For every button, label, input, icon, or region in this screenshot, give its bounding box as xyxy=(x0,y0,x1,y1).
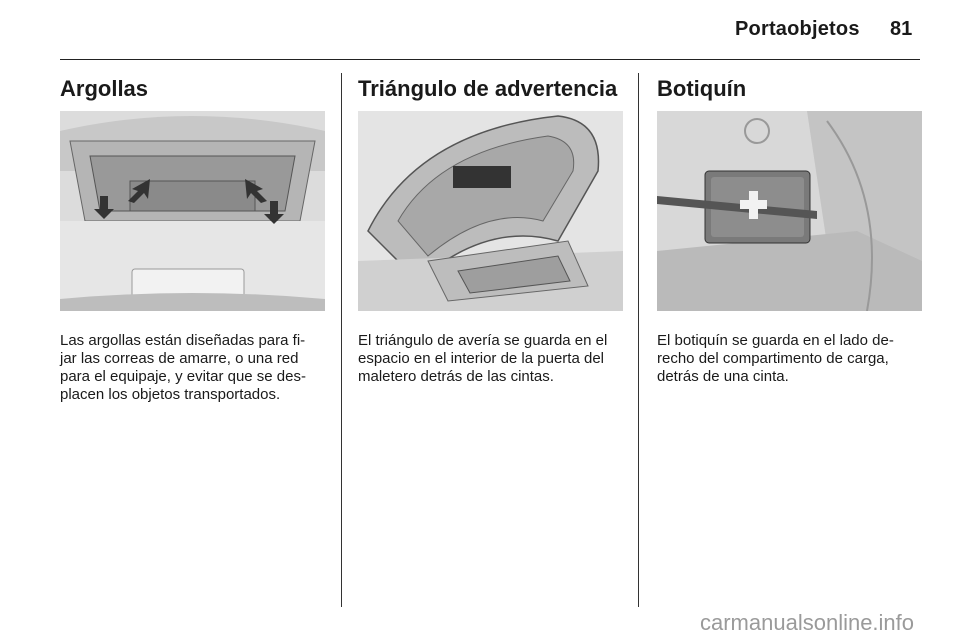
section-heading: Triángulo de advertencia xyxy=(358,76,618,101)
section-triangulo xyxy=(358,76,623,385)
column-divider xyxy=(341,73,342,607)
section-body: El botiquín se guarda en el lado de- recho del compartimento de carga, detrás de una cinta. xyxy=(657,332,894,385)
section-body: El triángulo de avería se guarda en el espacio en el interior de la puerta del maletero detrás de las cintas. xyxy=(358,332,608,385)
page-title: Portaobjetos xyxy=(735,18,860,40)
first-aid-kit-storage-illustration xyxy=(657,111,922,311)
trunk-lashing-eyes-illustration xyxy=(60,111,325,311)
section-body: Las argollas están diseñadas para fi- jar las correas de amarre, o una red para el equipaje, y evitar que se des- placen los objetos transportados. xyxy=(60,332,306,403)
page-number: 81 xyxy=(890,18,913,40)
section-heading: Botiquín xyxy=(657,76,747,101)
watermark: carmanualsonline.info xyxy=(700,610,915,635)
section-heading: Argollas xyxy=(60,76,149,101)
column-divider xyxy=(638,73,639,607)
section-botiquin xyxy=(657,76,922,385)
header-divider xyxy=(60,59,920,60)
warning-triangle-storage-illustration xyxy=(358,111,623,311)
section-argollas xyxy=(60,76,325,403)
